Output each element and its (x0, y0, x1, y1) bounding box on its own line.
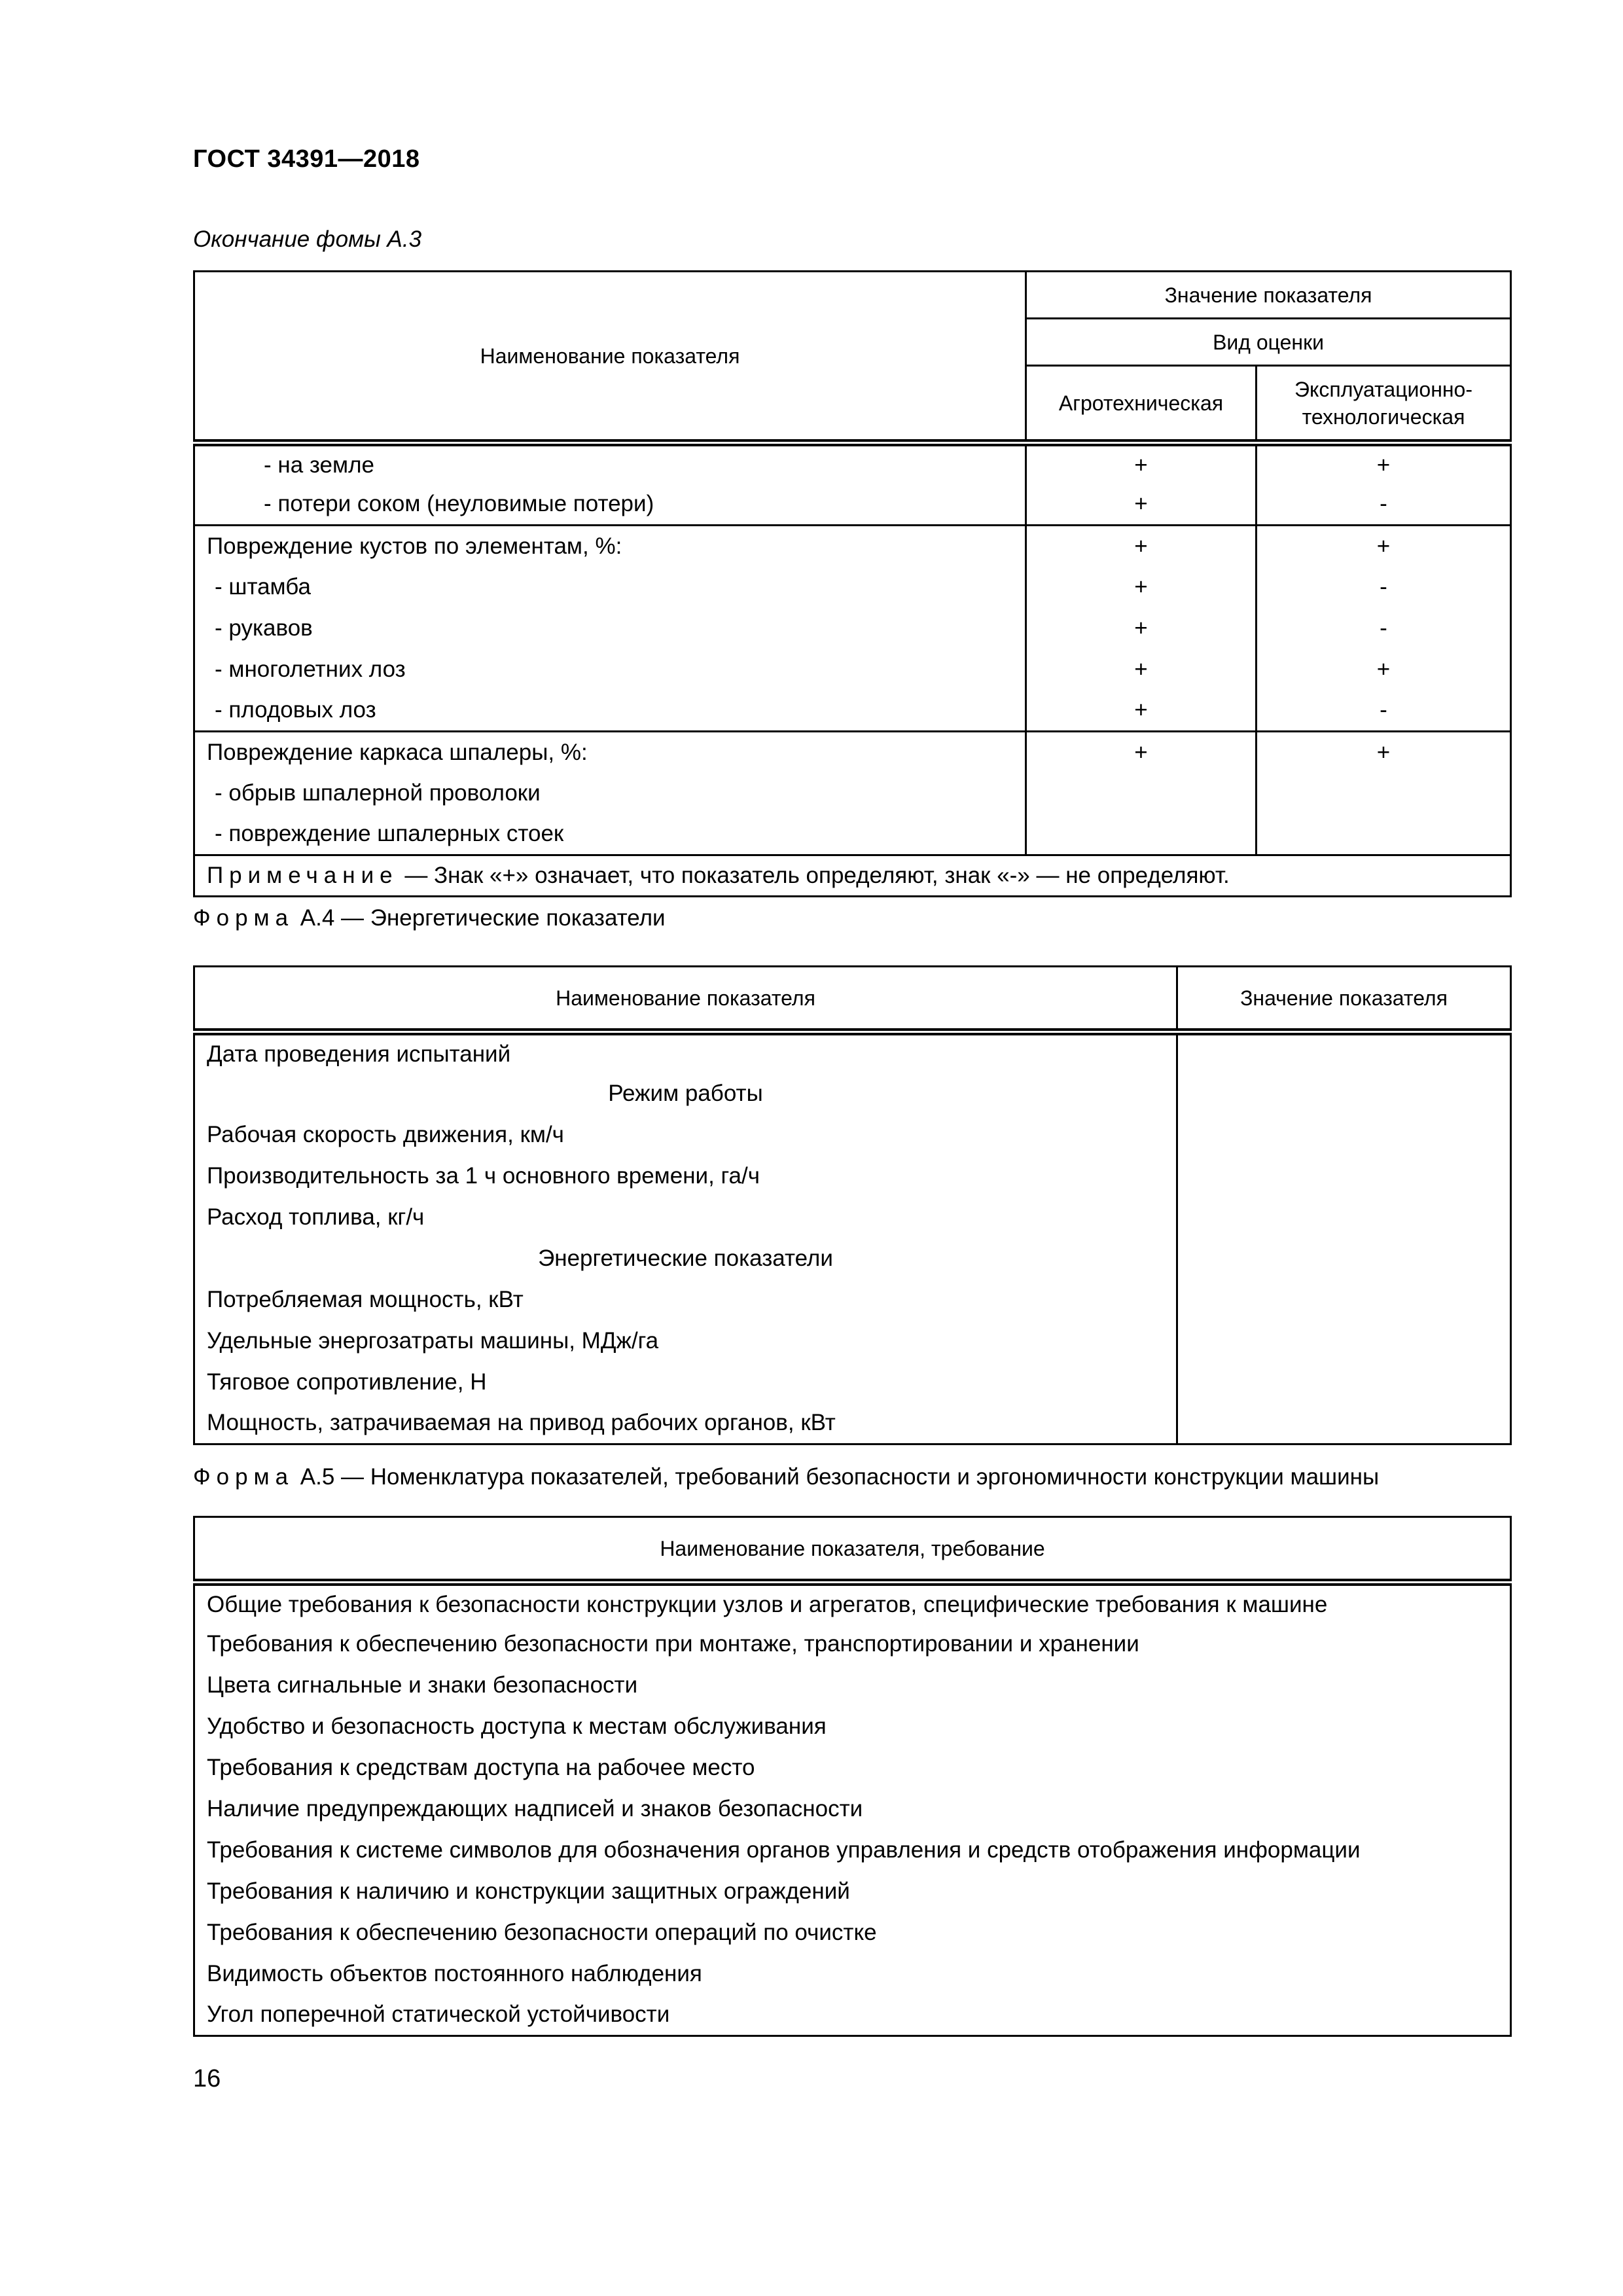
a5-row: Удобство и безопасность доступа к местам обслуживания (194, 1706, 1511, 1748)
document-header: ГОСТ 34391—2018 (193, 145, 420, 173)
a3-header-type: Вид оценки (1026, 319, 1511, 366)
a5-row: Наличие предупреждающих надписей и знаков безопасности (194, 1789, 1511, 1830)
a3-row-name: - штамба (194, 567, 1026, 608)
a4-row-value (1177, 1362, 1511, 1403)
a3-header-value: Значение показателя (1026, 272, 1511, 319)
a4-row-value (1177, 1197, 1511, 1238)
form-a3-table (193, 270, 1512, 897)
a4-row-value (1177, 1403, 1511, 1444)
a3-row-agro: + (1026, 649, 1257, 691)
a3-row-exp: - (1257, 691, 1511, 732)
a4-row-name: Рабочая скорость движения, км/ч (194, 1115, 1177, 1156)
form-a4-table (193, 965, 1512, 1445)
a4-row-name: Расход топлива, кг/ч (194, 1197, 1177, 1238)
a4-row-value (1177, 1115, 1511, 1156)
a4-header-value: Значение показателя (1177, 967, 1511, 1032)
a3-row-name: - потери соком (неуловимые потери) (194, 484, 1026, 526)
a4-row-value (1177, 1073, 1511, 1115)
a3-row-exp: - (1257, 608, 1511, 649)
a3-header-name: Наименование показателя (194, 272, 1026, 443)
a4-row-name: Тяговое сопротивление, Н (194, 1362, 1177, 1403)
a4-row-value (1177, 1280, 1511, 1321)
a3-row-agro: + (1026, 567, 1257, 608)
a5-row: Видимость объектов постоянного наблюдения (194, 1954, 1511, 1995)
a3-row-agro (1026, 814, 1257, 855)
a3-row-exp: - (1257, 484, 1511, 526)
a3-row-agro: + (1026, 526, 1257, 567)
a4-row-value (1177, 1032, 1511, 1073)
a3-row-exp: + (1257, 732, 1511, 773)
a4-row-name: Потребляемая мощность, кВт (194, 1280, 1177, 1321)
a4-section-title: Энергетические показатели (194, 1238, 1177, 1280)
a5-row: Требования к обеспечению безопасности при монтаже, транспортировании и хранении (194, 1624, 1511, 1665)
a3-row-exp: + (1257, 526, 1511, 567)
a5-row: Цвета сигнальные и знаки безопасности (194, 1665, 1511, 1706)
a4-row-value (1177, 1238, 1511, 1280)
a3-row-agro: + (1026, 608, 1257, 649)
a3-row-name: - рукавов (194, 608, 1026, 649)
a4-row-name: Мощность, затрачиваемая на привод рабочих органов, кВт (194, 1403, 1177, 1444)
a5-row: Общие требования к безопасности конструкции узлов и агрегатов, специфические требования к машине (194, 1583, 1511, 1624)
a4-header-name: Наименование показателя (194, 967, 1177, 1032)
a3-header-exploit-line1: Эксплуатационно- (1294, 377, 1472, 401)
form-a4-caption-prefix: Форма (193, 905, 294, 931)
a4-section-title: Режим работы (194, 1073, 1177, 1115)
a3-note-text: — Знак «+» означает, что показатель определяют, знак «-» — не определяют. (398, 863, 1230, 888)
page-number: 16 (193, 2065, 221, 2092)
a3-row-exp: - (1257, 567, 1511, 608)
a4-row-name: Дата проведения испытаний (194, 1032, 1177, 1073)
a3-row-agro: + (1026, 732, 1257, 773)
a5-row: Требования к наличию и конструкции защитных ограждений (194, 1871, 1511, 1912)
a3-row-name: - многолетних лоз (194, 649, 1026, 691)
a3-row-agro: + (1026, 443, 1257, 484)
form-a3-caption: Окончание фомы А.3 (193, 226, 422, 252)
a3-row-exp (1257, 773, 1511, 814)
a3-row-exp (1257, 814, 1511, 855)
a3-note-label: Примечание (207, 863, 399, 888)
a3-row-agro: + (1026, 691, 1257, 732)
a3-header-exploit-line2: технологическая (1302, 404, 1465, 429)
a4-row-value (1177, 1321, 1511, 1362)
a3-header-exploit (1257, 366, 1511, 443)
a3-row-agro (1026, 773, 1257, 814)
a5-row: Требования к системе символов для обозначения органов управления и средств отображения информации (194, 1830, 1511, 1871)
a3-row-name: Повреждение кустов по элементам, %: (194, 526, 1026, 567)
a3-row-name: - обрыв шпалерной проволоки (194, 773, 1026, 814)
a3-row-exp: + (1257, 649, 1511, 691)
a3-note (194, 855, 1511, 897)
form-a5-caption-text: А.5 — Номенклатура показателей, требований безопасности и эргономичности конструкции машины (294, 1464, 1380, 1490)
a3-row-name: - на земле (194, 443, 1026, 484)
a3-row-name: Повреждение каркаса шпалеры, %: (194, 732, 1026, 773)
a5-row: Требования к средствам доступа на рабочее место (194, 1748, 1511, 1789)
a4-row-value (1177, 1156, 1511, 1197)
form-a4-caption (193, 905, 666, 931)
a3-row-exp: + (1257, 443, 1511, 484)
a5-row: Требования к обеспечению безопасности операций по очистке (194, 1912, 1511, 1954)
a3-row-agro: + (1026, 484, 1257, 526)
a3-header-agro: Агротехническая (1026, 366, 1257, 443)
a3-row-name: - плодовых лоз (194, 691, 1026, 732)
form-a5-table (193, 1516, 1512, 2037)
a5-row: Угол поперечной статической устойчивости (194, 1995, 1511, 2036)
form-a5-caption-prefix: Форма (193, 1464, 294, 1490)
form-a4-caption-text: А.4 — Энергетические показатели (294, 905, 666, 931)
a3-row-name: - повреждение шпалерных стоек (194, 814, 1026, 855)
a4-row-name: Производительность за 1 ч основного времени, га/ч (194, 1156, 1177, 1197)
form-a5-caption (193, 1464, 1379, 1490)
a5-header: Наименование показателя, требование (194, 1517, 1511, 1583)
a4-row-name: Удельные энергозатраты машины, МДж/га (194, 1321, 1177, 1362)
